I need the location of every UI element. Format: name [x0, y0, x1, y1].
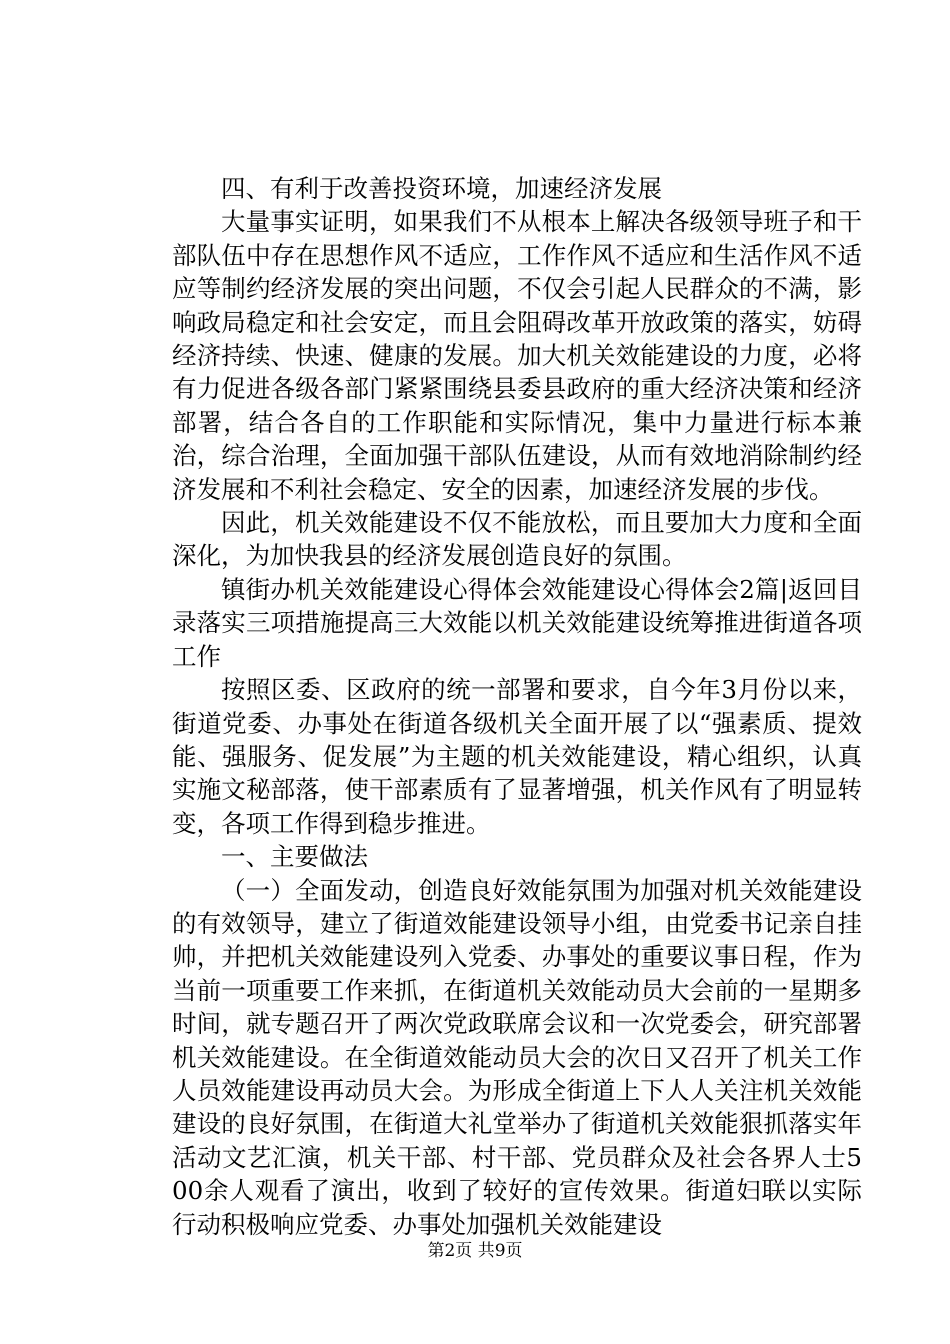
- subsection-paragraph: （一）全面发动，创造良好效能氛围为加强对机关效能建设的有效领导，建立了街道效能建设领导小组，由党委书记亲自挂帅，并把机关效能建设列入党委、办事处的重要议事日程，作为当前一项重要工作来抓，在街道机关效能动员大会前的一星期多时间，就专题召开了两次党政联席会议和一次党委会，研究部署机关效能建设。在全街道效能动员大会的次日又召开了机关工作人员效能建设再动员大会。为形成全街道上下人人关注机关效能建设的良好氛围，在街道大礼堂举办了街道机关效能狠抓落实年活动文艺汇演，机关干部、村干部、党员群众及社会各界人士500余人观看了演出，收到了较好的宣传效果。街道妇联以实际行动积极响应党委、办事处加强机关效能建设: [172, 875, 862, 1239]
- body-paragraph: 大量事实证明，如果我们不从根本上解决各级领导班子和干部队伍中存在思想作风不适应，工作作风不适应和生活作风不适应等制约经济发展的突出问题，不仅会引起人民群众的不满，影响政局稳定和社会安定，而且会阻碍改革开放政策的落实，妨碍经济持续、快速、健康的发展。加大机关效能建设的力度，必将有力促进各级各部门紧紧围绕县委县政府的重大经济决策和经济部署，结合各自的工作职能和实际情况，集中力量进行标本兼治，综合治理，全面加强干部队伍建设，从而有效地消除制约经济发展和不利社会稳定、安全的因素，加速经济发展的步伐。: [172, 207, 862, 504]
- page-number-label: 第2页 共9页: [427, 1241, 523, 1261]
- document-body: [172, 172, 862, 1241]
- section-heading-4: 四、有利于改善投资环境，加速经济发展: [221, 174, 662, 203]
- body-paragraph: 按照区委、区政府的统一部署和要求，自今年3月份以来，街道党委、办事处在街道各级机关全面开展了以“强素质、提效能、强服务、促发展”为主题的机关效能建设，精心组织，认真实施文秘部落，使干部素质有了显著增强，机关作风有了明显转变，各项工作得到稳步推进。: [172, 675, 862, 838]
- article-title-paragraph: 镇街办机关效能建设心得体会效能建设心得体会2篇|返回目录落实三项措施提高三大效能以机关效能建设统筹推进街道各项工作: [172, 574, 862, 671]
- section-heading-1: 一、主要做法: [221, 842, 368, 872]
- body-paragraph: 因此，机关效能建设不仅不能放松，而且要加大力度和全面深化，为加快我县的经济发展创造良好的氛围。: [172, 508, 862, 571]
- page-footer: [0, 1241, 950, 1261]
